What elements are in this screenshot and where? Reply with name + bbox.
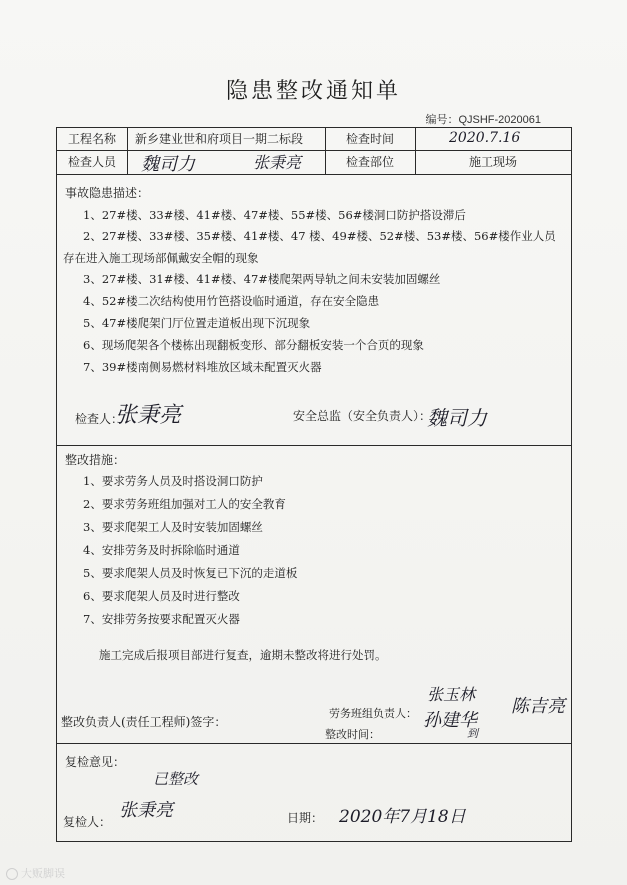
rectification-note: 施工完成后报项目部进行复查，逾期未整改将进行处罚。 bbox=[99, 648, 387, 662]
watermark-logo-icon bbox=[6, 868, 18, 880]
hazards-heading: 事故隐患描述： bbox=[65, 186, 150, 200]
safety-director-signature: 魏司力 bbox=[427, 406, 487, 430]
responsible-engineer-label: 整改负责人(责任工程师)签字： bbox=[61, 715, 227, 729]
hazard-item: 7、39#楼南侧易燃材料堆放区域未配置灭火器 bbox=[83, 360, 322, 374]
labor-leader-signature-3: 陈吉亮 bbox=[511, 696, 565, 717]
check-location-value: 施工现场 bbox=[468, 155, 517, 169]
hazard-item: 3、27#楼、31#楼、41#楼、47#楼爬架两导轨之间未安装加固螺丝 bbox=[83, 272, 441, 286]
check-time-value: 2020.7.16 bbox=[449, 130, 521, 146]
reviewer-label: 复检人： bbox=[63, 815, 112, 829]
labor-leader-signature-1: 张玉林 bbox=[427, 685, 476, 704]
deadline-mark: 到 bbox=[467, 727, 478, 740]
review-opinion-label: 复检意见： bbox=[65, 755, 126, 769]
deadline-label: 整改时间： bbox=[325, 728, 380, 741]
labor-leader-label: 劳务班组负责人： bbox=[329, 707, 417, 720]
hazard-item: 4、52#楼二次结构使用竹笆搭设临时通道，存在安全隐患 bbox=[83, 294, 380, 308]
document-title: 隐患整改通知单 bbox=[225, 79, 401, 104]
measure-item: 3、要求爬架工人及时安装加固螺丝 bbox=[83, 520, 263, 534]
inspector-label: 检查人员 bbox=[67, 155, 116, 169]
hazard-item: 2、27#楼、33#楼、35#楼、41#楼、47 楼、49#楼、52#楼、53#楼、56#楼作业人员存在进入施工现场部佩戴安全帽的现象 bbox=[63, 229, 556, 265]
measure-item: 5、要求爬架人员及时恢复已下沉的走道板 bbox=[83, 566, 298, 580]
measure-item: 2、要求劳务班组加强对工人的安全教育 bbox=[83, 497, 286, 511]
measure-item: 4、安排劳务及时拆除临时通道 bbox=[83, 543, 240, 557]
inspector-signature-2: 张秉亮 bbox=[253, 153, 302, 172]
check-location-label: 检查部位 bbox=[345, 155, 394, 169]
document-number: 编号：QJSHF-2020061 bbox=[425, 114, 541, 126]
watermark-text: 大贩脚误 bbox=[21, 867, 65, 880]
section-divider bbox=[57, 743, 571, 744]
project-name-value: 新乡建业世和府项目一期二标段 bbox=[135, 132, 304, 146]
notice-form bbox=[56, 127, 572, 842]
measure-item: 6、要求爬架人员及时进行整改 bbox=[83, 589, 240, 603]
row-divider bbox=[57, 150, 571, 151]
inspector-signature-1: 魏司力 bbox=[141, 154, 195, 175]
project-name-label: 工程名称 bbox=[67, 132, 116, 146]
labor-leader-signature-2: 孙建华 bbox=[423, 710, 477, 731]
hazard-item: 6、现场爬架各个楼栋出现翻板变形、部分翻板安装一个合页的现象 bbox=[83, 338, 424, 352]
safety-director-label: 安全总监（安全负责人）： bbox=[293, 409, 432, 423]
row-divider bbox=[57, 174, 571, 175]
measure-item: 7、安排劳务按要求配置灭火器 bbox=[83, 612, 240, 626]
hazard-item: 5、47#楼爬架门厅位置走道板出现下沉现象 bbox=[83, 316, 311, 330]
watermark bbox=[6, 865, 65, 881]
hazard-inspector-signature: 张秉亮 bbox=[115, 403, 182, 428]
hazard-inspector-label: 检查人： bbox=[75, 412, 124, 426]
hazard-item: 1、27#楼、33#楼、41#楼、47#楼、55#楼、56#楼洞口防护搭设滞后 bbox=[83, 208, 466, 222]
review-date-label: 日期： bbox=[287, 811, 324, 825]
review-opinion-signature: 已整改 bbox=[153, 770, 199, 788]
reviewer-signature: 张秉亮 bbox=[119, 800, 173, 821]
column-divider bbox=[127, 128, 128, 174]
review-date-value: 2020年7月18日 bbox=[339, 807, 466, 827]
check-time-label: 检查时间 bbox=[345, 132, 394, 146]
measures-heading: 整改措施： bbox=[65, 453, 126, 467]
measure-item: 1、要求劳务人员及时搭设洞口防护 bbox=[83, 474, 263, 488]
section-divider bbox=[57, 445, 571, 446]
